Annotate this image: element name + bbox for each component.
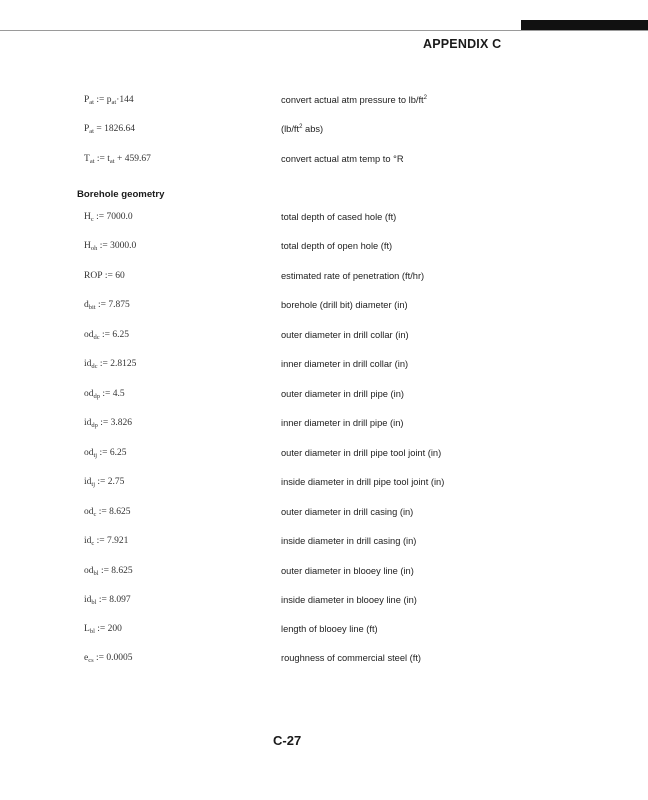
- equation: $od_c$ := 8.625: [84, 507, 131, 518]
- equation-row: [0, 418, 648, 434]
- equation-row: [0, 241, 648, 257]
- equation-row: [0, 330, 648, 346]
- equation: $d_{bit}$ := 7.875: [84, 300, 130, 311]
- equation-description: inner diameter in drill collar (in): [281, 359, 409, 369]
- equation-row: [0, 95, 648, 111]
- equation: $e_{cs}$ := 0.0005: [84, 653, 133, 664]
- equation-row: [0, 595, 648, 611]
- equation-description: outer diameter in drill pipe (in): [281, 389, 404, 399]
- equation: $id_{bl}$ := 8.097: [84, 595, 131, 606]
- equation-description: inner diameter in drill pipe (in): [281, 418, 404, 428]
- equation-description: roughness of commercial steel (ft): [281, 653, 422, 663]
- equation-row: [0, 359, 648, 375]
- equation: $od_{bl}$ := 8.625: [84, 566, 133, 577]
- equation: $id_{dp}$ := 3.826: [84, 418, 133, 429]
- equation-row: [0, 536, 648, 552]
- header-black-tab: [521, 20, 648, 30]
- equation-description: ($lb/ft^2$ abs): [281, 124, 324, 134]
- equation: $T_{at}$ := $t_{at} + 459.67$: [84, 154, 151, 165]
- equation-row: [0, 212, 648, 228]
- equation-row: [0, 271, 648, 287]
- equation-row: [0, 448, 648, 464]
- equation-description: inside diameter in drill casing (in): [281, 536, 417, 546]
- equation-row: [0, 653, 648, 669]
- equation: $H_{oh}$ := 3000.0: [84, 241, 137, 252]
- equation-row: [0, 300, 648, 316]
- equation-description: outer diameter in drill pipe tool joint (in): [281, 448, 442, 458]
- header-rule: [0, 30, 648, 31]
- equation-description: outer diameter in drill casing (in): [281, 507, 414, 517]
- equation-description: borehole (drill bit) diameter (in): [281, 300, 408, 310]
- equation: $od_{dc}$ := 6.25: [84, 330, 130, 341]
- equation: $id_{dc}$ := 2.8125: [84, 359, 137, 370]
- equation: $P_{at}$ := $p_{at}\cdot 144$: [84, 95, 134, 106]
- equation-description: outer diameter in drill collar (in): [281, 330, 409, 340]
- section-heading: Borehole geometry: [77, 189, 165, 200]
- equation-description: convert actual atm temp to °R: [281, 154, 404, 164]
- equation-row: [0, 154, 648, 170]
- equation-description: total depth of cased hole (ft): [281, 212, 397, 222]
- equation-row: [0, 477, 648, 493]
- equation-row: [0, 624, 648, 640]
- equation: $id_{tj}$ := 2.75: [84, 477, 125, 488]
- equation: $id_c$ := 7.921: [84, 536, 129, 547]
- equation-row: [0, 566, 648, 582]
- equation-row: [0, 389, 648, 405]
- equation: ROP := 60: [84, 271, 125, 281]
- equation: $od_{tj}$ := 6.25: [84, 448, 127, 459]
- equation-description: outer diameter in blooey line (in): [281, 566, 414, 576]
- equation-description: length of blooey line (ft): [281, 624, 378, 634]
- equation-description: total depth of open hole (ft): [281, 241, 393, 251]
- equation-description: estimated rate of penetration (ft/hr): [281, 271, 425, 281]
- equation: $od_{dp}$ := 4.5: [84, 389, 125, 400]
- page-number: C-27: [273, 733, 302, 748]
- equation-description: inside diameter in drill pipe tool joint (in): [281, 477, 445, 487]
- equation: $P_{at} = 1826.64$: [84, 124, 135, 135]
- equation-row: [0, 507, 648, 523]
- equation-description: convert actual atm pressure to $lb/ft^2$: [281, 95, 427, 105]
- equation-description: inside diameter in blooey line (in): [281, 595, 417, 605]
- appendix-label: APPENDIX C: [423, 37, 502, 51]
- equation: $H_c$ := 7000.0: [84, 212, 133, 223]
- equation: $L_{bl}$ := 200: [84, 624, 122, 635]
- equation-row: [0, 124, 648, 140]
